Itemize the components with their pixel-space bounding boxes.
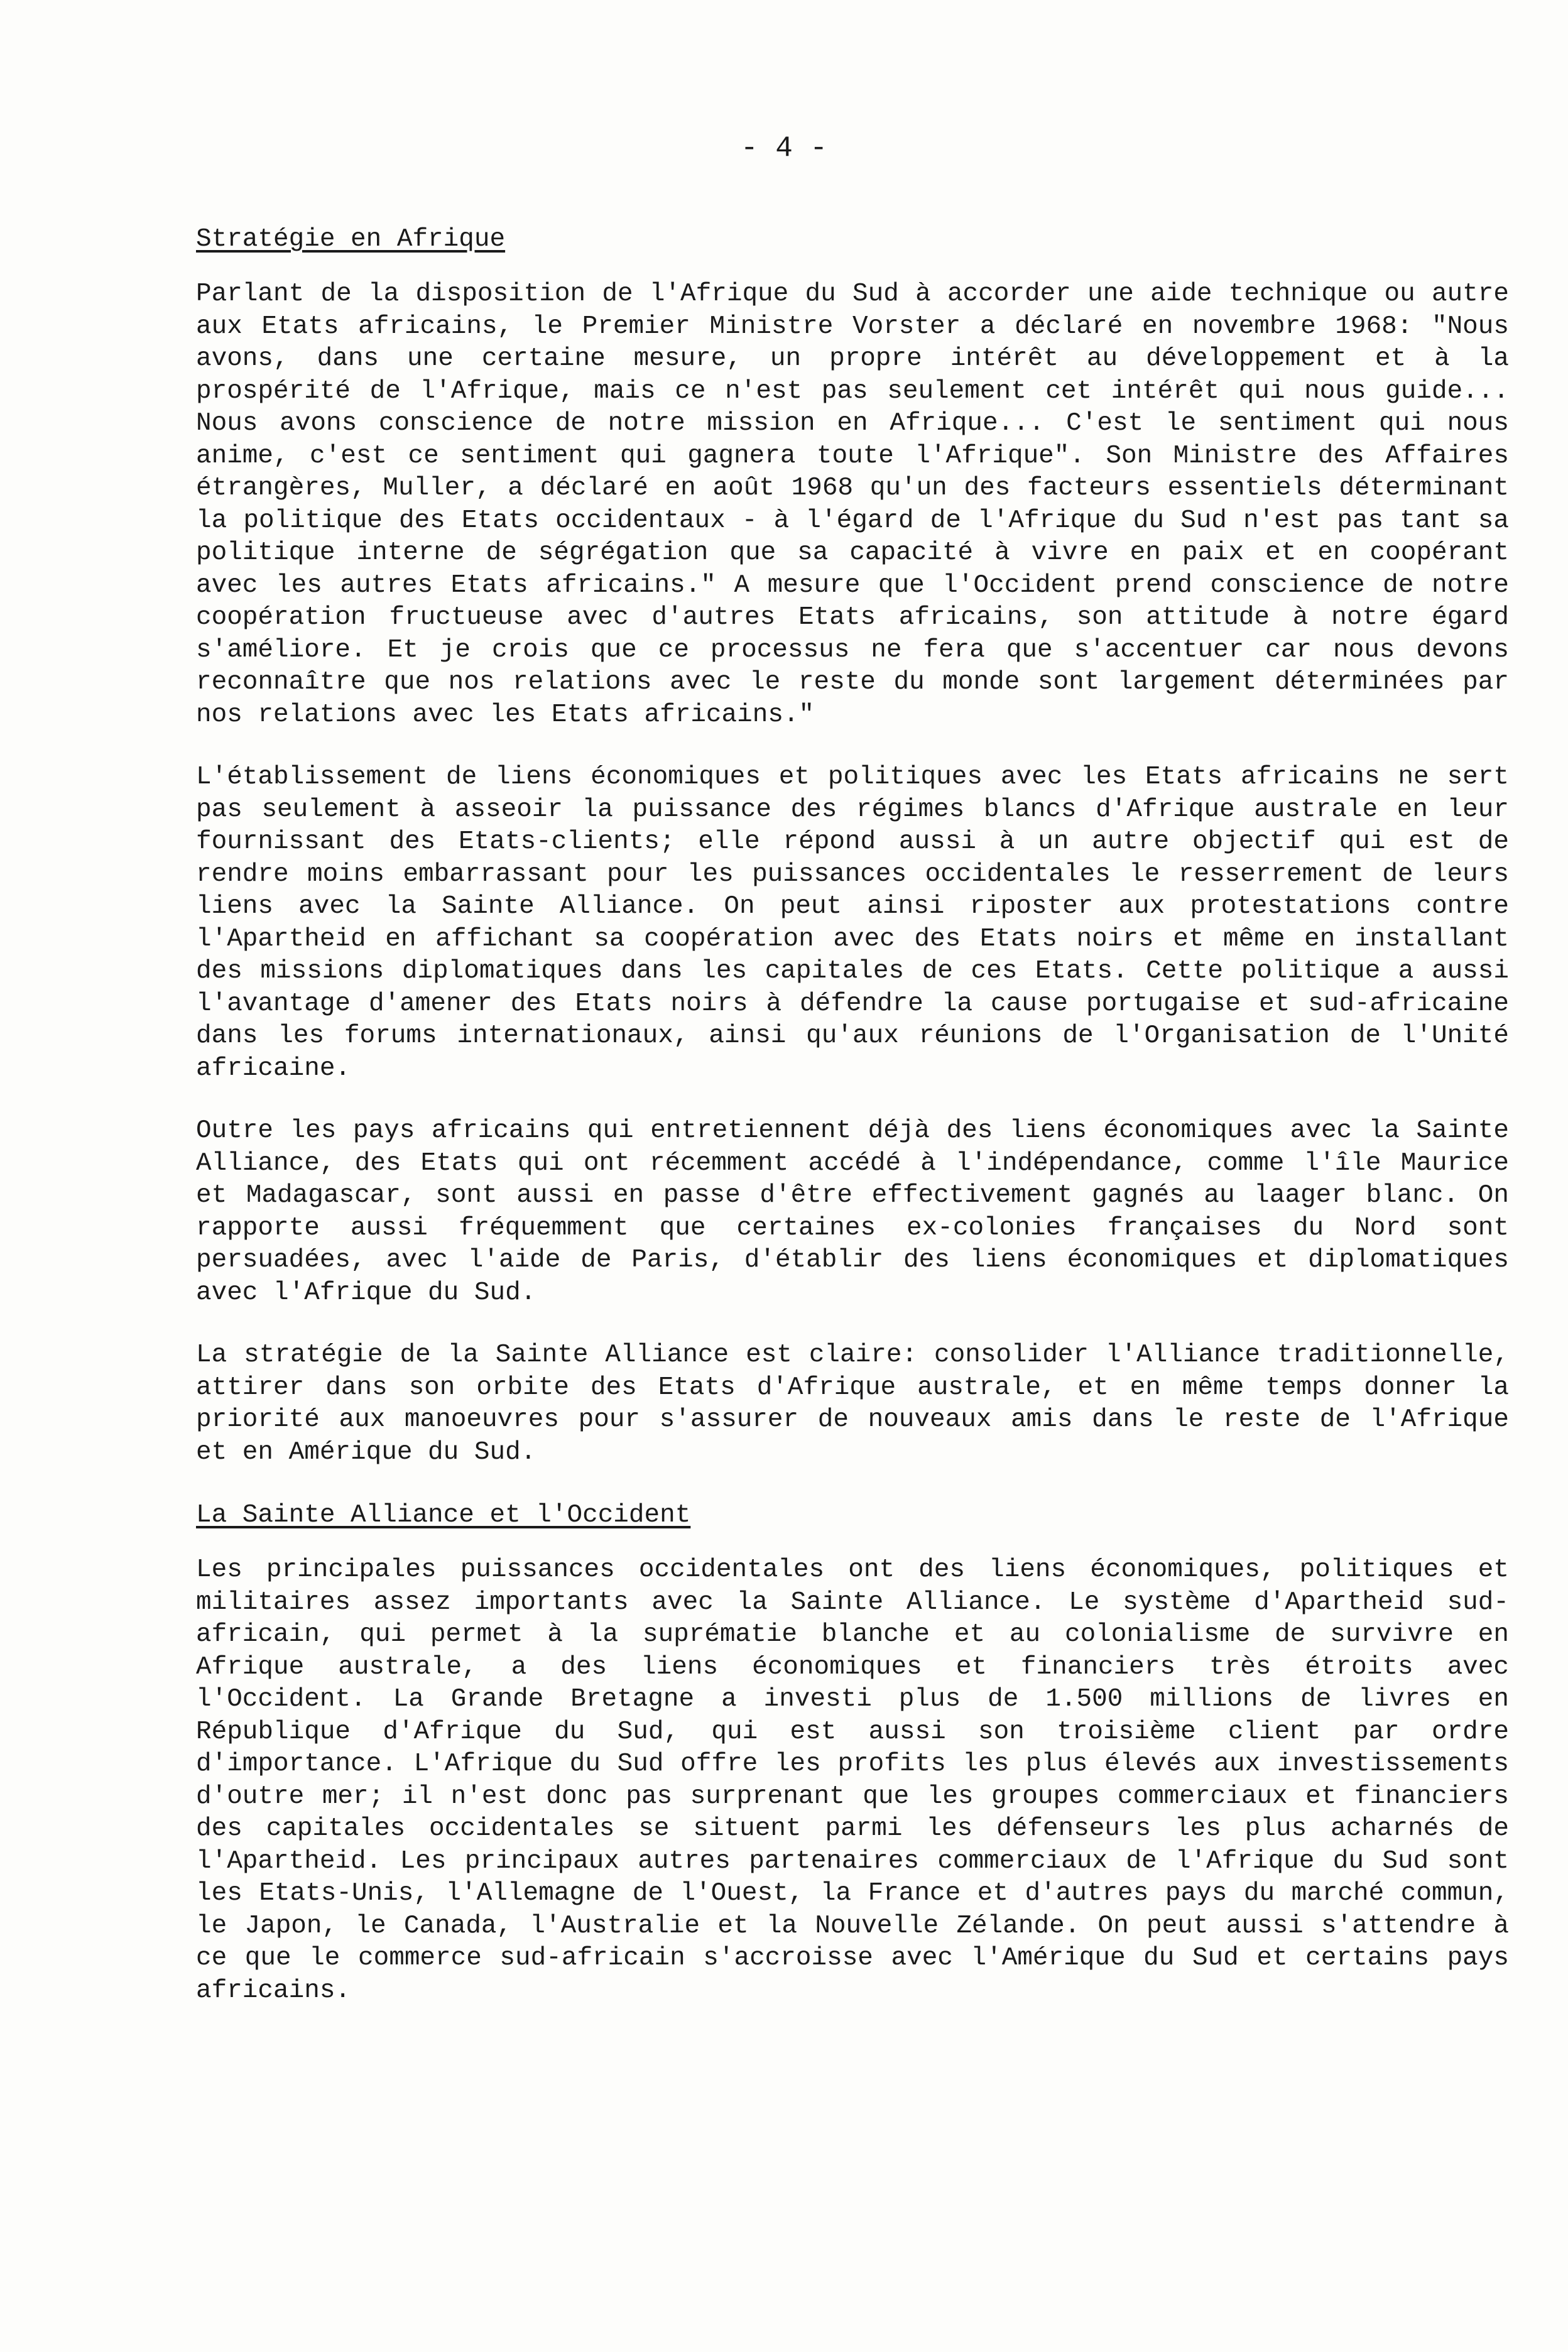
paragraph: La stratégie de la Sainte Alliance est claire: consolider l'Alliance traditionnelle, attirer dans son orbite des Etats d'Afrique australe, et en même temps donner la priorité aux manoeuvres pour s'assurer de nouveaux amis dans le reste de l'Afrique et en Amérique du Sud. — [196, 1341, 1509, 1467]
paragraph: Outre les pays africains qui entretiennent déjà des liens économiques avec la Sainte Alliance, des Etats qui ont récemment accédé à l'indépendance, comme l'île Maurice et Madagascar, sont aussi en passe d'être effectivement gagnés au laager blanc. On rapporte aussi fréquemment que certaines ex-colonies françaises du Nord sont persuadées, avec l'aide de Paris, d'établir des liens économiques et diplomatiques avec l'Afrique du Sud. — [196, 1116, 1509, 1307]
section-strategie-en-afrique — [196, 223, 1509, 1469]
section-heading: La Sainte Alliance et l'Occident — [196, 1501, 691, 1530]
paragraph: L'établissement de liens économiques et politiques avec les Etats africains ne sert pas seulement à asseoir la puissance des régimes blancs d'Afrique australe en leur fournissant des Etats-clients; elle répond aussi à un autre objectif qui est de rendre moins embarrassant pour les puissances occidentales le resserrement de leurs liens avec la Sainte Alliance. On peut ainsi riposter aux protestations contre l'Apartheid en affichant sa coopération avec des Etats noirs et même en installant des missions diplomatiques dans les capitales de ces Etats. Cette politique a aussi l'avantage d'amener des Etats noirs à défendre la cause portugaise et sud-africaine dans les forums internationaux, ainsi qu'aux réunions de l'Organisation de l'Unité africaine. — [196, 763, 1509, 1083]
paragraph: Parlant de la disposition de l'Afrique du Sud à accorder une aide technique ou autre aux Etats africains, le Premier Ministre Vorster a déclaré en novembre 1968: "Nous avons, dans une certaine mesure, un propre intérêt au développement et à la prospérité de l'Afrique, mais ce n'est pas seulement cet intérêt qui nous guide... Nous avons conscience de notre mission en Afrique... C'est le sentiment qui nous anime, c'est ce sentiment qui gagnera toute l'Afrique". Son Ministre des Affaires étrangères, Muller, a déclaré en août 1968 qu'un des facteurs essentiels déterminant la politique des Etats occidentaux - à l'égard de l'Afrique du Sud n'est pas tant sa politique interne de ségrégation que sa capacité à vivre en paix et en coopérant avec les autres Etats africains." A mesure que l'Occident prend conscience de notre coopération fructueuse avec d'autres Etats africains, son attitude à notre égard s'améliore. Et je crois que ce processus ne fera que s'accentuer car nous devons reconnaître que nos relations avec le reste du monde sont largement déterminées par nos relations avec les Etats africains." — [196, 280, 1509, 729]
page-number: - 4 - — [740, 132, 828, 165]
section-sainte-alliance-et-occident — [196, 1499, 1509, 2007]
section-heading: Stratégie en Afrique — [196, 225, 506, 254]
paragraph: Les principales puissances occidentales ont des liens économiques, politiques et militaires assez importants avec la Sainte Alliance. Le système d'Apartheid sud-africain, qui permet à la suprématie blanche et au colonialisme de survivre en Afrique australe, a des liens économiques et financiers très étroits avec l'Occident. La Grande Bretagne a investi plus de 1.500 millions de livres en République d'Afrique du Sud, qui est aussi son troisième client par ordre d'importance. L'Afrique du Sud offre les profits les plus élevés aux investissements d'outre mer; il n'est donc pas surprenant que les groupes commerciaux et financiers des capitales occidentales se situent parmi les défenseurs les plus acharnés de l'Apartheid. Les principaux autres partenaires commerciaux de l'Afrique du Sud sont les Etats-Unis, l'Allemagne de l'Ouest, la France et d'autres pays du marché commun, le Japon, le Canada, l'Australie et la Nouvelle Zélande. On peut aussi s'attendre à ce que le commerce sud-africain s'accroisse avec l'Amérique du Sud et certains pays africains. — [196, 1555, 1509, 2005]
document-body — [196, 223, 1509, 2037]
